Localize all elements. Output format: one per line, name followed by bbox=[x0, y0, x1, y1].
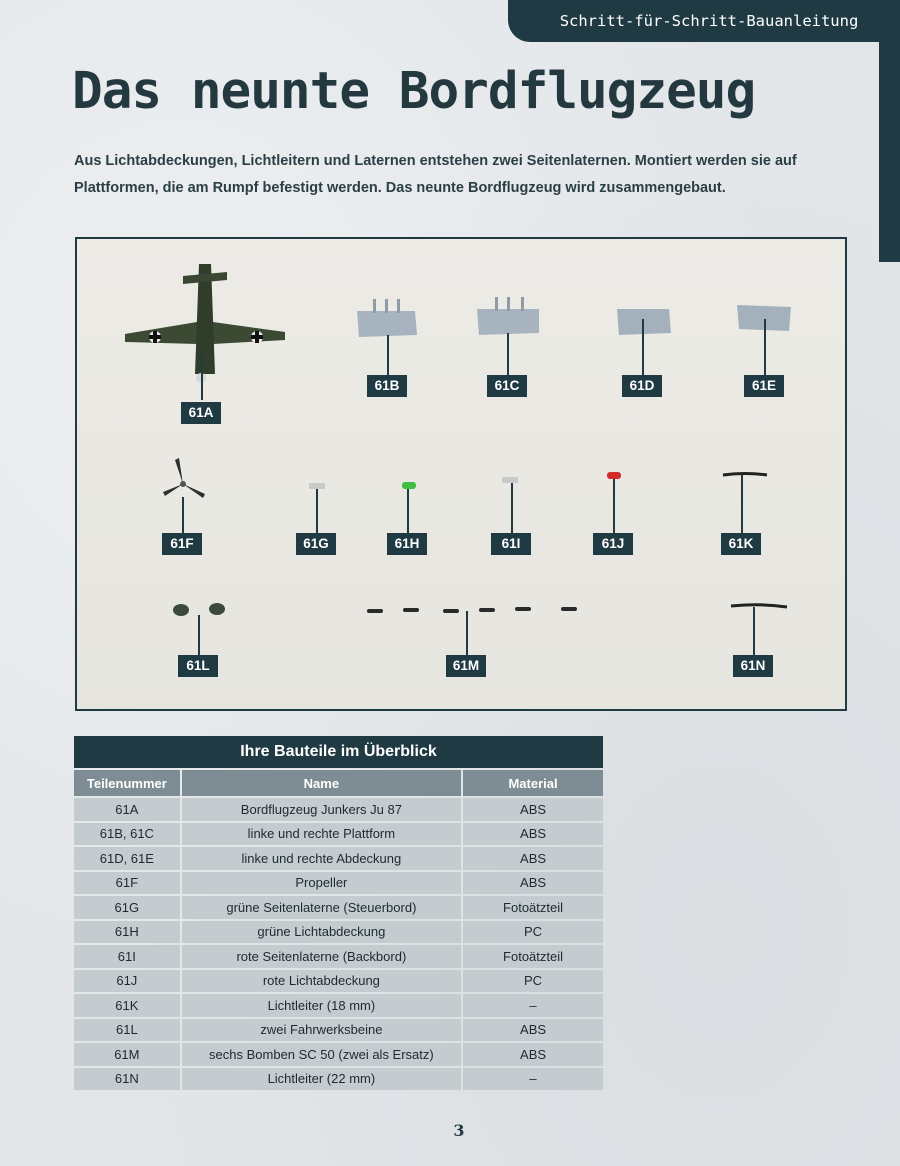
cell-name: Lichtleiter (18 mm) bbox=[182, 994, 461, 1017]
cell-material: Fotoätzteil bbox=[463, 896, 603, 919]
red-lantern-icon bbox=[502, 477, 518, 483]
cell-name: linke und rechte Abdeckung bbox=[182, 847, 461, 870]
light-guide-18-icon bbox=[723, 474, 767, 476]
leader-line-61D bbox=[642, 319, 644, 375]
table-row bbox=[74, 1019, 603, 1042]
part-label-61G: 61G bbox=[296, 533, 336, 555]
part-label-61K: 61K bbox=[721, 533, 761, 555]
table-row bbox=[74, 1043, 603, 1066]
cell-part-number: 61H bbox=[74, 921, 180, 944]
cell-name: Bordflugzeug Junkers Ju 87 bbox=[182, 798, 461, 821]
cell-name: grüne Seitenlaterne (Steuerbord) bbox=[182, 896, 461, 919]
table-row bbox=[74, 872, 603, 895]
part-label-61I: 61I bbox=[491, 533, 531, 555]
cell-material: ABS bbox=[463, 798, 603, 821]
leader-line-61F bbox=[182, 497, 184, 533]
cell-name: grüne Lichtabdeckung bbox=[182, 921, 461, 944]
leader-line-61N bbox=[753, 607, 755, 655]
cell-name: sechs Bomben SC 50 (zwei als Ersatz) bbox=[182, 1043, 461, 1066]
table-row bbox=[74, 896, 603, 919]
table-row bbox=[74, 945, 603, 968]
table-row bbox=[74, 921, 603, 944]
parts-photo bbox=[75, 237, 847, 711]
page-number: 3 bbox=[453, 1121, 465, 1140]
section-tab-label: Schritt-für-Schritt-Bauanleitung bbox=[559, 12, 859, 30]
part-label-61L: 61L bbox=[178, 655, 218, 677]
cell-material: Fotoätzteil bbox=[463, 945, 603, 968]
part-label-61F: 61F bbox=[162, 533, 202, 555]
cell-part-number: 61G bbox=[74, 896, 180, 919]
parts-illustration bbox=[77, 239, 845, 709]
leader-line-61M bbox=[466, 611, 468, 655]
airplane-icon bbox=[125, 264, 285, 383]
table-caption-row bbox=[74, 736, 603, 768]
cover-left-icon bbox=[617, 309, 671, 335]
leader-line-61I bbox=[511, 483, 513, 533]
leader-line-61C bbox=[507, 333, 509, 375]
cell-name: linke und rechte Plattform bbox=[182, 823, 461, 846]
cell-material: ABS bbox=[463, 823, 603, 846]
cell-name: Propeller bbox=[182, 872, 461, 895]
cell-material: PC bbox=[463, 921, 603, 944]
cell-material: PC bbox=[463, 970, 603, 993]
cell-material: ABS bbox=[463, 1043, 603, 1066]
leader-line-61K bbox=[741, 475, 743, 533]
leader-line-61B bbox=[387, 335, 389, 375]
bombs-icon bbox=[367, 607, 577, 613]
cell-part-number: 61D, 61E bbox=[74, 847, 180, 870]
cell-part-number: 61N bbox=[74, 1068, 180, 1091]
cell-name: rote Seitenlaterne (Backbord) bbox=[182, 945, 461, 968]
platform-left-icon bbox=[357, 299, 417, 337]
cell-name: zwei Fahrwerksbeine bbox=[182, 1019, 461, 1042]
cell-part-number: 61I bbox=[74, 945, 180, 968]
page-title: Das neunte Bordflugzeug bbox=[72, 62, 756, 121]
cell-part-number: 61F bbox=[74, 872, 180, 895]
part-label-61N: 61N bbox=[733, 655, 773, 677]
cell-part-number: 61L bbox=[74, 1019, 180, 1042]
leader-line-61G bbox=[316, 489, 318, 533]
cell-material: ABS bbox=[463, 1019, 603, 1042]
cell-material: – bbox=[463, 1068, 603, 1091]
cell-name: Lichtleiter (22 mm) bbox=[182, 1068, 461, 1091]
table-header-row bbox=[74, 770, 603, 796]
cell-part-number: 61K bbox=[74, 994, 180, 1017]
cell-name: rote Lichtabdeckung bbox=[182, 970, 461, 993]
cell-part-number: 61A bbox=[74, 798, 180, 821]
platform-right-icon bbox=[477, 297, 539, 335]
table-row bbox=[74, 994, 603, 1017]
part-label-61A: 61A bbox=[181, 402, 221, 424]
part-label-61B: 61B bbox=[367, 375, 407, 397]
table-row bbox=[74, 823, 603, 846]
cell-material: ABS bbox=[463, 872, 603, 895]
propeller-icon bbox=[163, 458, 205, 498]
part-label-61M: 61M bbox=[446, 655, 486, 677]
cell-part-number: 61J bbox=[74, 970, 180, 993]
column-header-part-number: Teilenummer bbox=[74, 770, 180, 796]
intro-text: Aus Lichtabdeckungen, Lichtleitern und Laternen entstehen zwei Seitenlaternen. Montiert werden sie auf Plattformen, die am Rumpf befestigt werden. Das neunte Bordflugzeug wird zusammengebaut. bbox=[74, 153, 797, 196]
table-row bbox=[74, 798, 603, 821]
part-label-61J: 61J bbox=[593, 533, 633, 555]
table-caption: Ihre Bauteile im Überblick bbox=[74, 736, 603, 768]
leader-line-61A bbox=[201, 354, 203, 400]
part-label-61E: 61E bbox=[744, 375, 784, 397]
column-header-name: Name bbox=[182, 770, 461, 796]
table-row bbox=[74, 970, 603, 993]
column-header-material: Material bbox=[463, 770, 603, 796]
light-guide-22-icon bbox=[731, 605, 787, 607]
part-label-61H: 61H bbox=[387, 533, 427, 555]
table-row bbox=[74, 847, 603, 870]
cell-part-number: 61M bbox=[74, 1043, 180, 1066]
part-label-61C: 61C bbox=[487, 375, 527, 397]
green-cover-icon bbox=[402, 482, 416, 489]
cell-material: ABS bbox=[463, 847, 603, 870]
leader-line-61E bbox=[764, 319, 766, 375]
part-label-61D: 61D bbox=[622, 375, 662, 397]
cell-part-number: 61B, 61C bbox=[74, 823, 180, 846]
table-row bbox=[74, 1068, 603, 1091]
cell-material: – bbox=[463, 994, 603, 1017]
section-tab bbox=[508, 0, 900, 42]
leader-line-61H bbox=[407, 489, 409, 533]
leader-line-61L bbox=[198, 615, 200, 655]
leader-line-61J bbox=[613, 479, 615, 533]
parts-table bbox=[72, 734, 605, 1092]
side-accent-bar bbox=[879, 42, 900, 262]
red-cover-icon bbox=[607, 472, 621, 479]
